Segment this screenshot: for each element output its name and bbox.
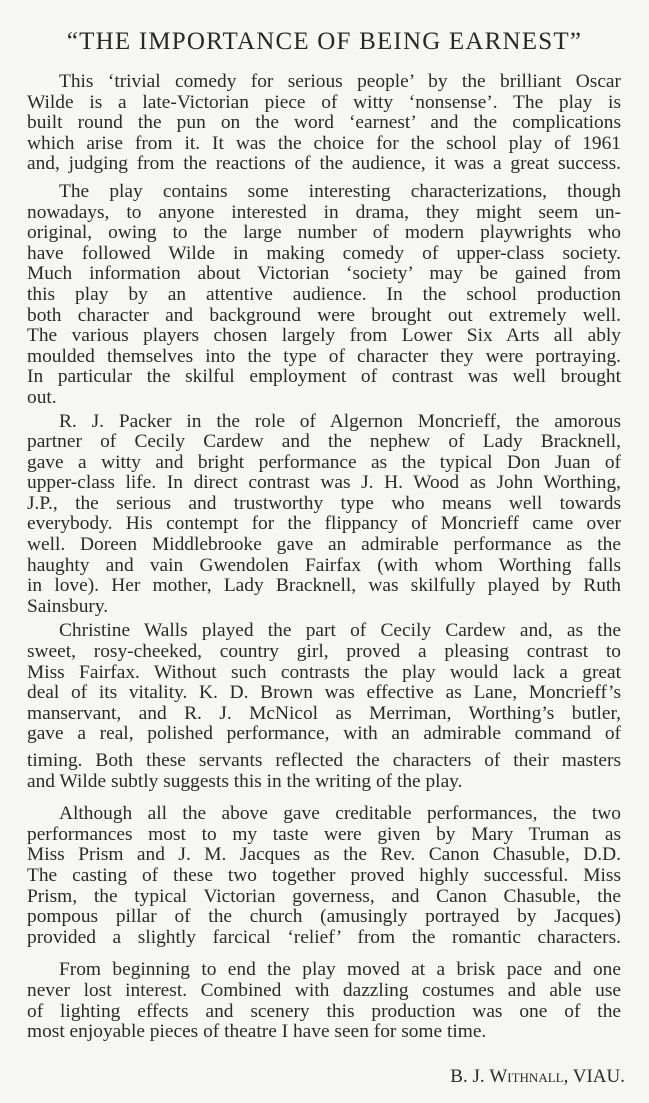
text-line: built round the pun on the word ‘earnest’ and the complications: [27, 112, 621, 134]
text-line: gave a witty and bright performance as the typical Don Juan of: [27, 451, 621, 473]
text-line: Miss Prism and J. M. Jacques as the Rev. Canon Chasuble, D.D.: [27, 844, 621, 866]
text-line: this play by an attentive audience. In the school production: [27, 283, 621, 305]
text-line: moulded themselves into the type of character they were portraying.: [27, 345, 621, 367]
text-line: nowadays, to anyone interested in drama, they might seem un-: [27, 201, 621, 223]
text-line: pompous pillar of the church (amusingly portrayed by Jacques): [27, 906, 621, 928]
text-line: This ‘trivial comedy for serious people’ by the brilliant Oscar: [59, 71, 621, 92]
text-line: original, owing to the large number of modern playwrights who: [27, 222, 621, 244]
text-line: out.: [27, 386, 57, 408]
text-line: manservant, and R. J. McNicol as Merriman, Worthing’s butler,: [27, 702, 621, 724]
text-line: Sainsbury.: [27, 595, 109, 617]
paragraph-4: [27, 621, 621, 792]
text-line: Wilde is a late-Victorian piece of witty ‘nonsense’. The play is: [27, 91, 621, 113]
text-line: have followed Wilde in making comedy of upper-class society.: [27, 242, 621, 264]
text-line: The casting of these two together proved highly successful. Miss: [27, 864, 621, 886]
author-surname: Withnall: [489, 1066, 564, 1087]
text-line: haughty and vain Gwendolen Fairfax (with whom Worthing falls: [27, 554, 621, 576]
article-title: “THE IMPORTANCE OF BEING EARNEST”: [66, 28, 583, 55]
paragraph-1: [27, 72, 621, 175]
paragraph-5: [27, 804, 621, 948]
paragraph-2: [27, 182, 621, 409]
text-line: The various players chosen largely from Lower Six Arts all ably: [27, 325, 621, 347]
text-line: Although all the above gave creditable performances, the two: [59, 803, 621, 825]
text-line: Christine Walls played the part of Cecily Cardew and, as the: [59, 620, 621, 642]
text-line: gave a real, polished performance, with an admirable command of: [27, 723, 621, 745]
text-line: upper-class life. In direct contrast was J. H. Wood as John Worthing,: [27, 472, 621, 494]
text-line: partner of Cecily Cardew and the nephew of Lady Bracknell,: [27, 431, 621, 453]
article-body: [27, 72, 621, 1052]
text-line: In particular the skilful employment of contrast was well brought: [27, 366, 621, 388]
text-line: most enjoyable pieces of theatre I have seen for some time.: [27, 1021, 487, 1043]
text-line: Prism, the typical Victorian governess, and Canon Chasuble, the: [27, 885, 621, 907]
text-line: The play contains some interesting characterizations, though: [59, 180, 621, 202]
text-line: Much information about Victorian ‘society’ may be gained from: [27, 263, 621, 285]
text-line: never lost interest. Combined with dazzling costumes and able use: [27, 979, 621, 1001]
text-line: timing. Both these servants reflected the characters of their masters: [27, 750, 621, 771]
text-line: everybody. His contempt for the flippancy of Moncrieff came over: [27, 513, 621, 535]
paragraph-6: [27, 960, 621, 1042]
text-line: R. J. Packer in the role of Algernon Moncrieff, the amorous: [59, 410, 621, 432]
text-line: in love). Her mother, Lady Bracknell, was skilfully played by Ruth: [27, 575, 621, 597]
text-line: both character and background were brought out extremely well.: [27, 304, 621, 326]
text-line: well. Doreen Middlebrooke gave an admirable performance as the: [27, 534, 621, 556]
text-line: and Wilde subtly suggests this in the writing of the play.: [27, 770, 463, 792]
author-form: , VIAU.: [563, 1066, 625, 1087]
text-line: provided a slightly farcical ‘relief’ from the romantic characters.: [27, 926, 621, 948]
author-initials: B. J.: [450, 1066, 490, 1087]
text-line: From beginning to end the play moved at a brisk pace and one: [59, 959, 621, 981]
paragraph-3: [27, 412, 621, 618]
text-line: performances most to my taste were given by Mary Truman as: [27, 823, 621, 845]
text-line: deal of its vitality. K. D. Brown was effective as Lane, Moncrieff’s: [27, 682, 621, 704]
text-line: of lighting effects and scenery this production was one of the: [27, 1000, 621, 1022]
text-line: J.P., the serious and trustworthy type who means well towards: [27, 492, 621, 514]
author-signature: [450, 1066, 625, 1088]
text-line: sweet, rosy-cheeked, country girl, proved a pleasing contrast to: [27, 641, 621, 663]
text-line: which arise from it. It was the choice for the school play of 1961: [27, 132, 621, 154]
text-line: Miss Fairfax. Without such contrasts the play would lack a great: [27, 661, 621, 683]
text-line: and, judging from the reactions of the audience, it was a great success.: [27, 153, 621, 175]
